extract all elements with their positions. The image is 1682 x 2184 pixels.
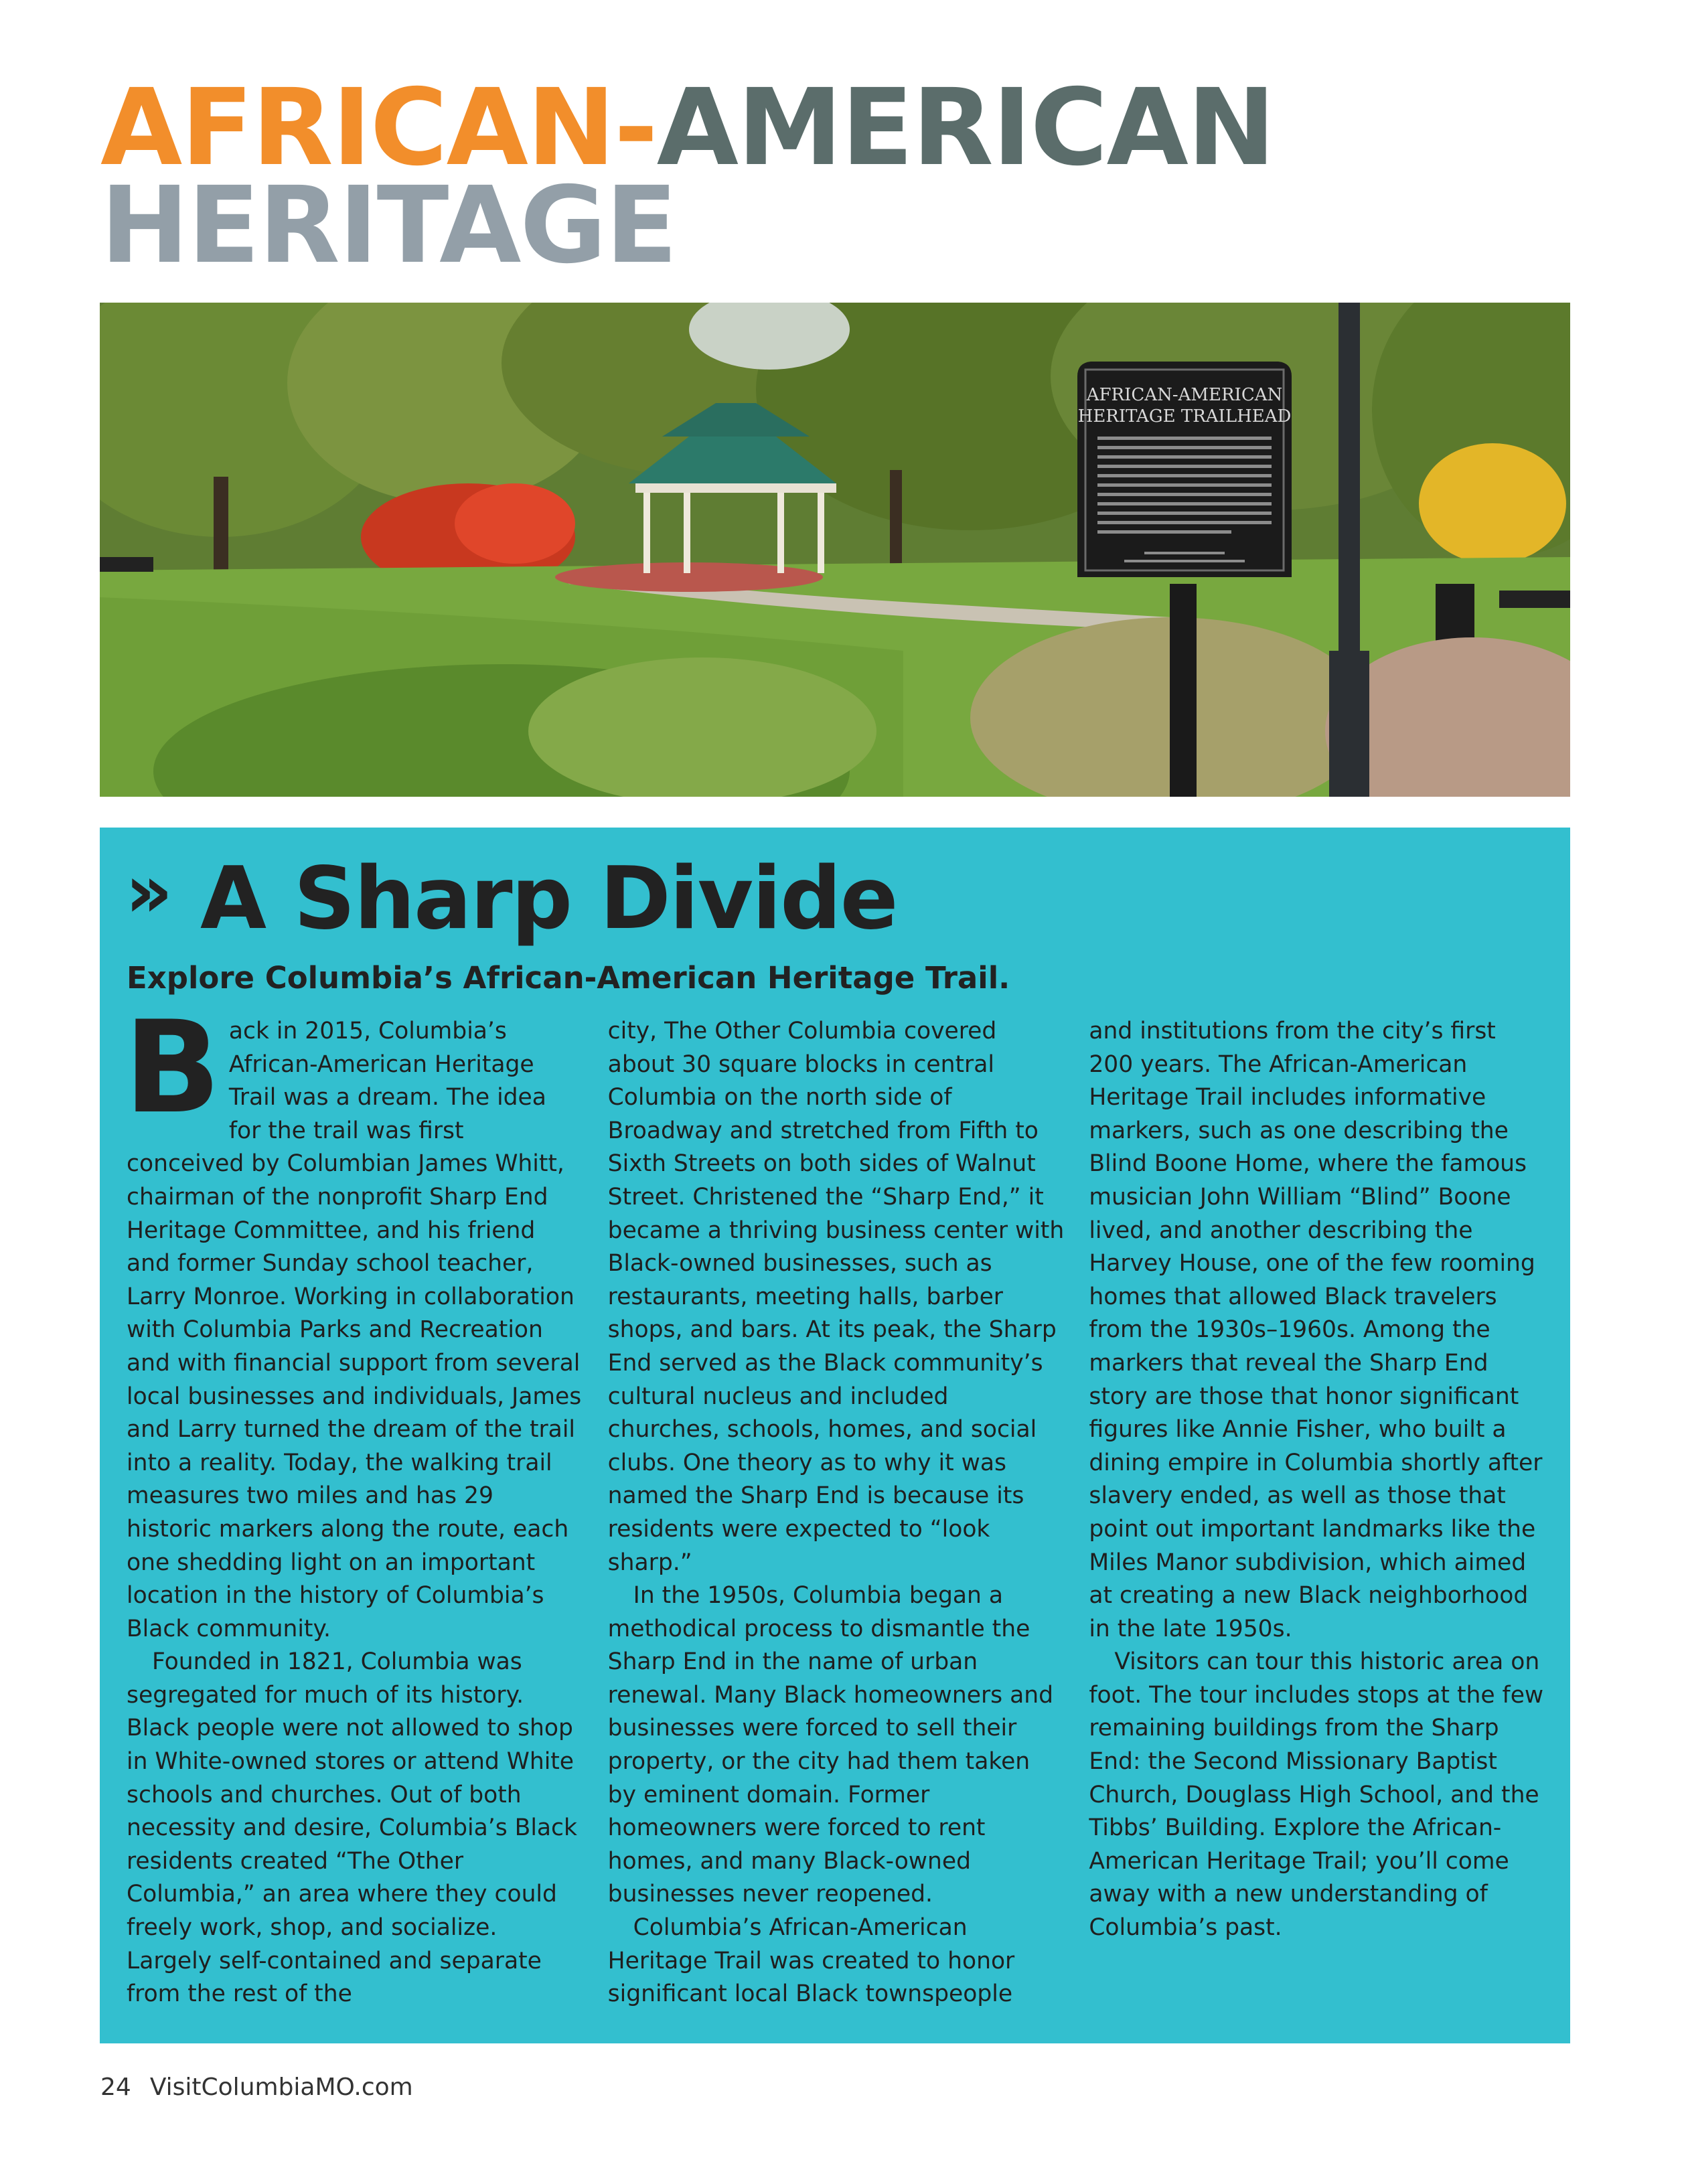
article-paragraph [124, 994, 584, 1646]
article-paragraph: city, The Other Columbia covered about 30 square blocks in central Columbia on the north side of Broadway and stretched from Fifth to Sixth Streets on both sides of Walnut Street. Christened the “Sharp End,” it became a thriving business center with Black-owned businesses, such as restaurants, meeting halls, barber shops, and bars. At its peak, the Sharp End served as the Black community’s cultural nucleus and included churches, schools, homes, and social clubs. One theory as to why it was named the Sharp End is because its residents were expected to “look sharp.” [607, 1018, 1065, 1576]
article-paragraph: Columbia’s African-American Heritage Trail was created to honor significant local Black townspeople [607, 1914, 1015, 2008]
article-paragraph: Visitors can tour this historic area on foot. The tour includes stops at the few remaining buildings from the Sharp End: the Second Missionary Baptist Church, Douglass High School, and the Tibbs’ Building. Explore the African-American Heritage Trail; you’ll come away with a new understanding of Columbia’s past. [1089, 1648, 1544, 1942]
chevron-icon: » [125, 848, 173, 934]
article-column-1 [124, 994, 584, 2019]
article-column-3 [1089, 1015, 1546, 2019]
page-number: 24 [100, 2074, 131, 2101]
sign-title-line-2: HERITAGE TRAILHEAD [1077, 406, 1292, 426]
drop-cap: B [124, 994, 221, 1142]
article-headline: A Sharp Divide [200, 849, 897, 949]
sign-title-line-1: AFRICAN-AMERICAN [1086, 385, 1283, 405]
trailhead-photo [100, 303, 1570, 797]
page-title-line-2: HERITAGE [100, 164, 677, 287]
footer-site-link[interactable]: VisitColumbiaMO.com [149, 2074, 413, 2101]
article-panel [100, 828, 1570, 2043]
article-subhead: Explore Columbia’s African-American Heritage Trail. [127, 960, 1010, 996]
article-paragraph: Founded in 1821, Columbia was segregated for much of its history. Black people were not allowed to shop in White-owned stores or attend White schools and churches. Out of both necessity and desire, Columbia’s Black residents created “The Other Columbia,” an area where they could freely work, shop, and socialize. Largely self-contained and separate from the rest of the [127, 1648, 578, 2008]
article-body [124, 994, 1546, 2019]
article-paragraph: and institutions from the city’s first 200 years. The African-American Heritage Trail includes informative markers, such as one describing the Blind Boone Home, where the famous musician John William “Blind” Boone lived, and another describing the Harvey House, one of the few rooming homes that allowed Black travelers from the 1930s–1960s. Among the markers that reveal the Sharp End story are those that honor significant figures like Annie Fisher, who built a dining empire in Columbia shortly after slavery ended, as well as those that point out important landmarks like the Miles Manor subdivision, which aimed at creating a new Black neighborhood in the late 1950s. [1089, 1018, 1543, 1642]
article-paragraph: In the 1950s, Columbia began a methodical process to dismantle the Sharp End in the name of urban renewal. Many Black homeowners and businesses were forced to sell their property, or the city had them taken by eminent domain. Former homeowners were forced to rent homes, and many Black-owned businesses never reopened. [607, 1582, 1054, 1908]
paragraph-text: ack in 2015, Columbia’s African-American Heritage Trail was a dream. The idea for the trail was first conceived by Columbian James Whitt, chairman of the nonprofit Sharp End Heritage Committee, and his friend and former Sunday school teacher, Larry Monroe. Working in collaboration with Columbia Parks and Recreation and with financial support from several local businesses and individuals, James and Larry turned the dream of the trail into a reality. Today, the walking trail measures two miles and has 29 historic markers along the route, each one shedding light on an important location in the history of Columbia’s Black community. [127, 1018, 582, 1642]
article-column-2 [608, 1015, 1065, 2019]
title-word-african: AFRICAN- [100, 66, 657, 189]
title-word-american: AMERICAN [656, 66, 1275, 189]
page-footer [100, 2074, 413, 2101]
